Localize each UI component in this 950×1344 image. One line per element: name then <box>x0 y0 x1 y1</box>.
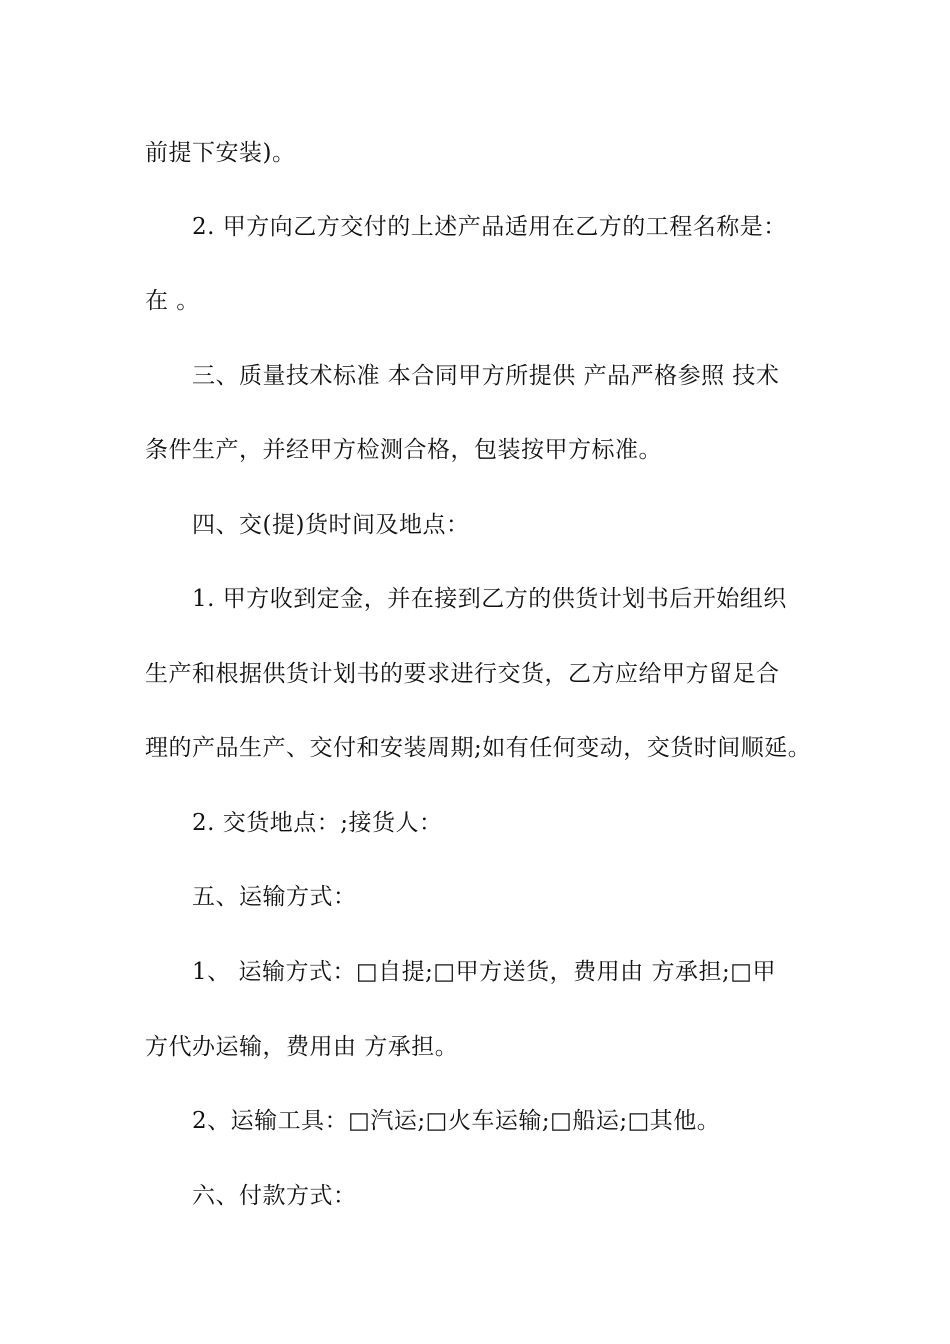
text-line-1: 前提下安装)。 <box>145 140 296 166</box>
text-line-13: 方代办运输，费用由 方承担。 <box>145 1034 459 1060</box>
text-line-2: 2. 甲方向乙方交付的上述产品适用在乙方的工程名称是： <box>192 214 787 240</box>
text-line-8: 生产和根据供货计划书的要求进行交货，乙方应给甲方留足合 <box>145 661 780 687</box>
text-line-12: 1、 运输方式：□自提;□甲方送货，费用由 方承担;□甲 <box>192 959 776 985</box>
text-line-11: 五、运输方式： <box>192 884 357 910</box>
text-line-14: 2、运输工具：□汽运;□火车运输;□船运;□其他。 <box>192 1108 721 1134</box>
text-line-9: 理的产品生产、交付和安装周期;如有任何变动，交货时间顺延。 <box>145 735 812 761</box>
text-line-10: 2. 交货地点：;接货人： <box>192 810 443 836</box>
text-line-4: 三、质量技术标准 本合同甲方所提供 产品严格参照 技术 <box>192 363 780 389</box>
text-line-6: 四、交(提)货时间及地点： <box>192 512 470 538</box>
text-line-7: 1. 甲方收到定金，并在接到乙方的供货计划书后开始组织 <box>192 586 787 612</box>
text-line-5: 条件生产，并经甲方检测合格，包装按甲方标准。 <box>145 437 662 463</box>
text-line-15: 六、付款方式： <box>192 1183 357 1209</box>
text-line-3: 在 。 <box>145 288 200 314</box>
